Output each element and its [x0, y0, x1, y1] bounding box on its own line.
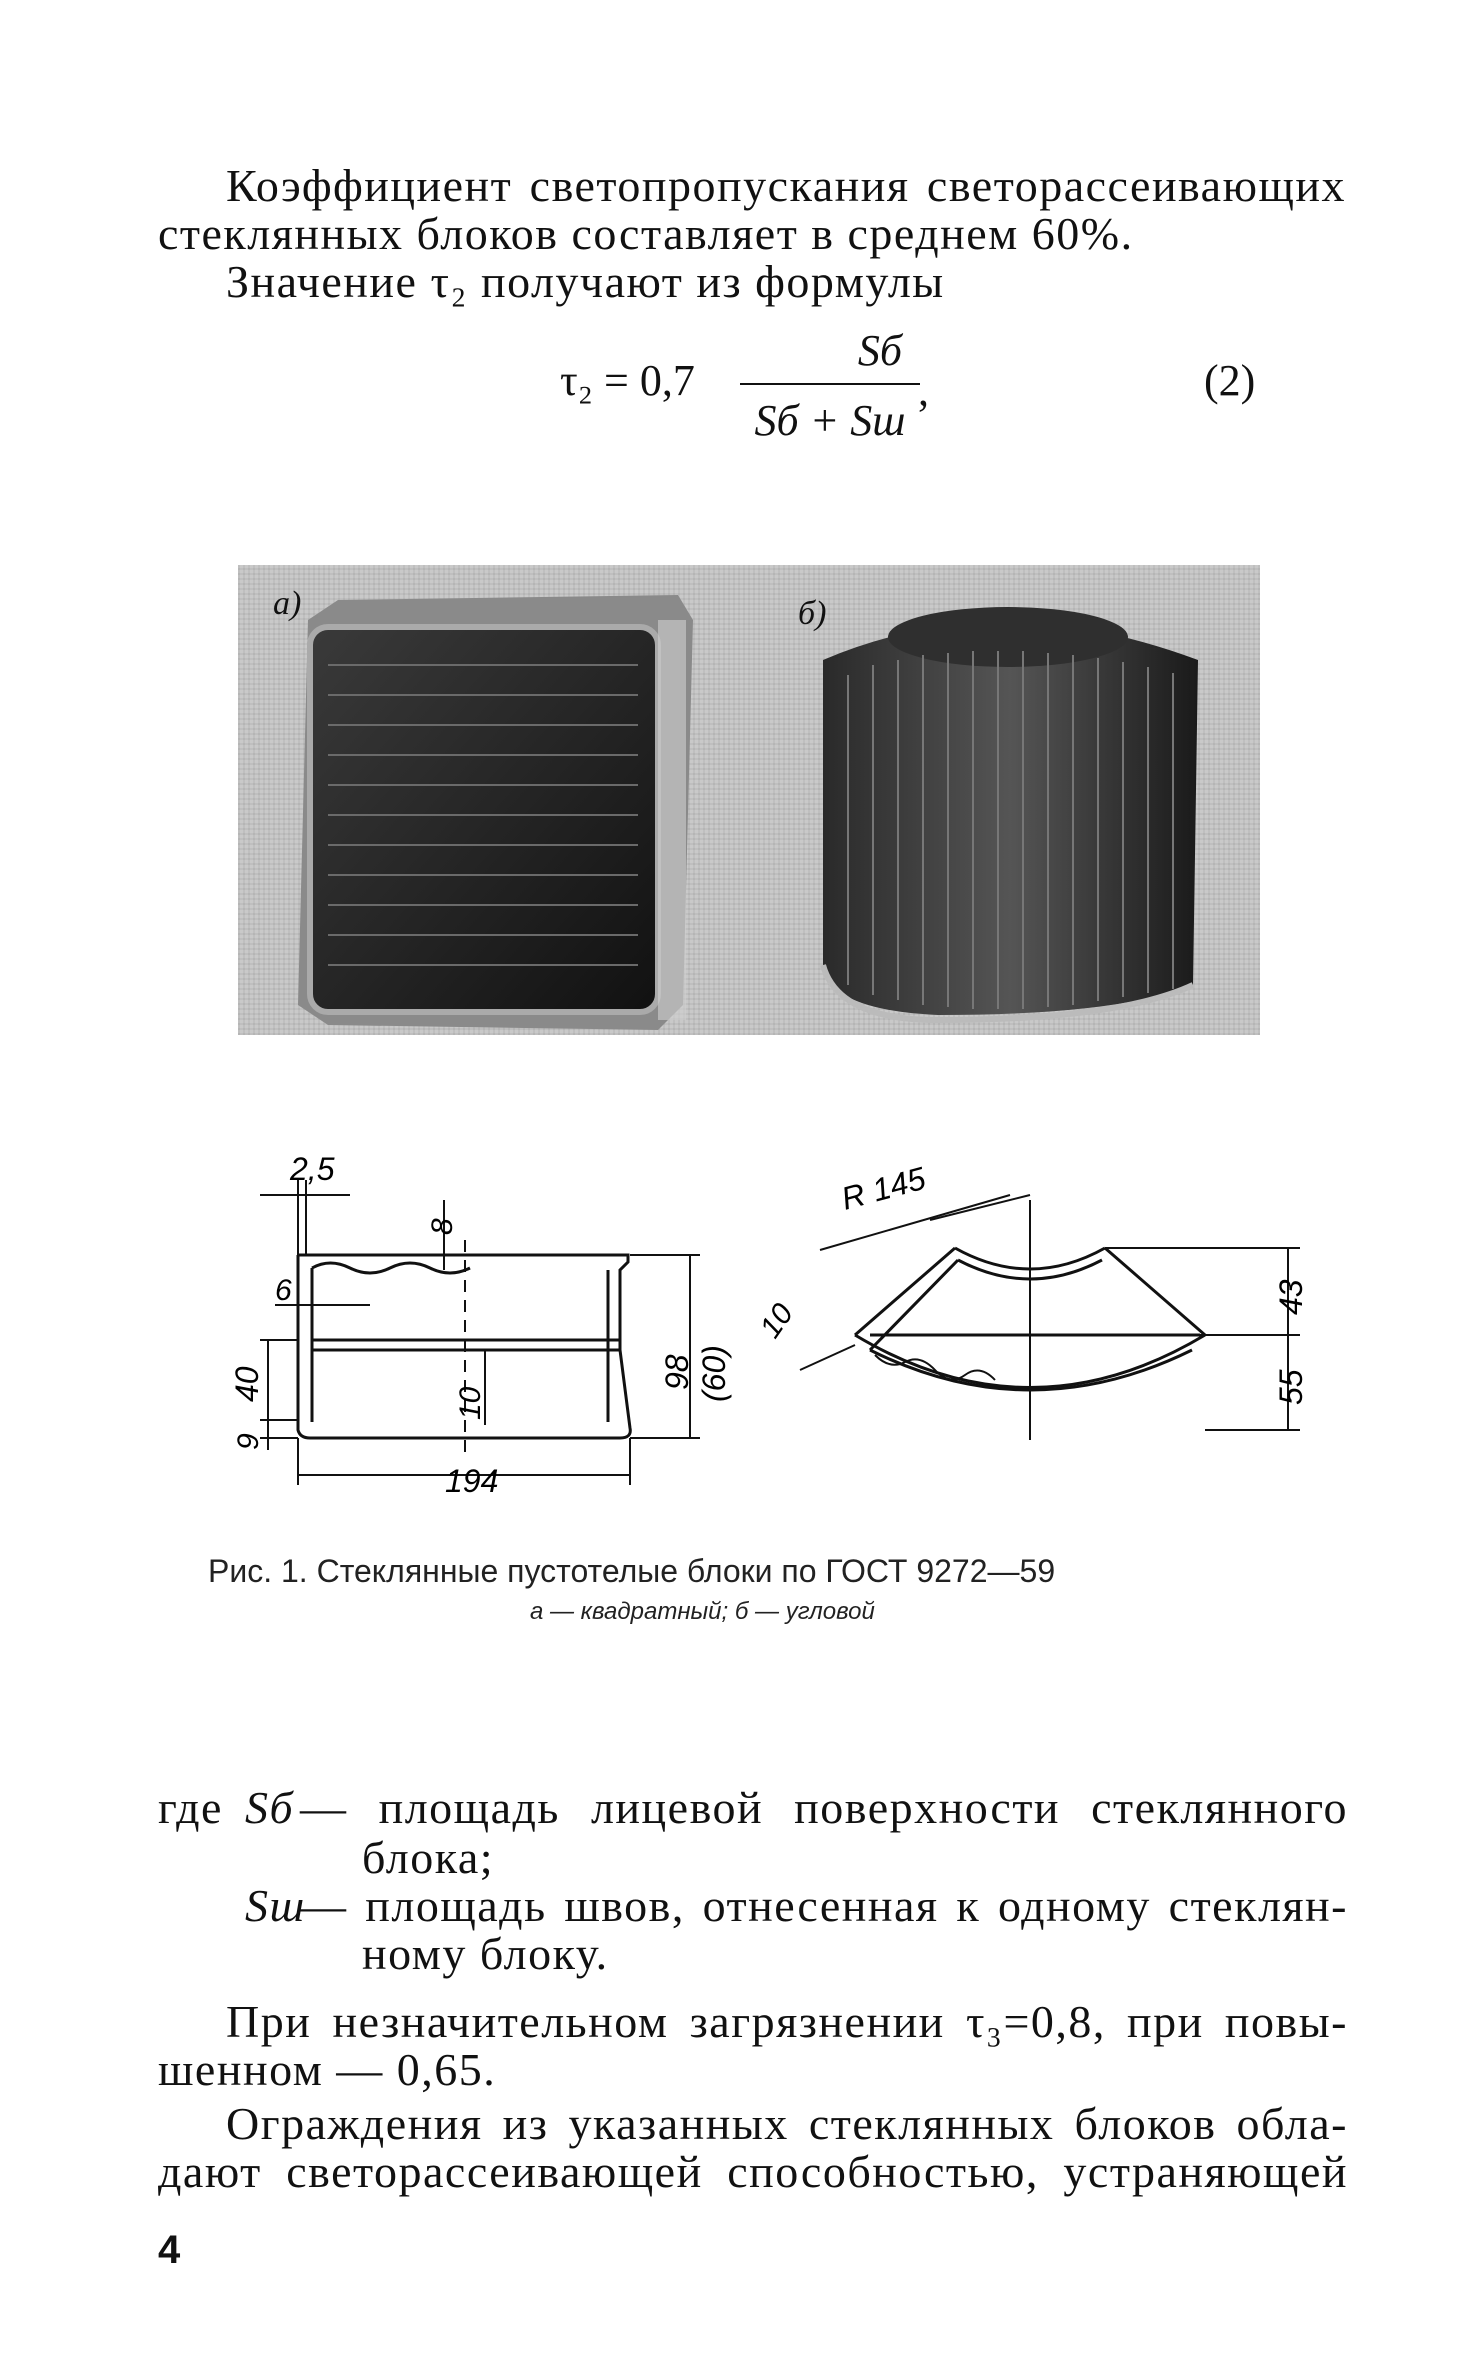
photo-label-a: а)	[273, 585, 302, 622]
definition-line: — площадь швов, отнесенная к одному стеклян-	[300, 1880, 1348, 1931]
figure-caption: Рис. 1. Стеклянные пустотелые блоки по ГОСТ 9272—59	[208, 1553, 1056, 1589]
photo-label-b: б)	[798, 595, 827, 632]
photo-content	[238, 565, 1260, 1035]
dim-194: 194	[445, 1463, 499, 1499]
definition-line: ному блоку.	[362, 1928, 609, 1979]
corner-block-photo	[823, 607, 1198, 1020]
formula-number: (2)	[1204, 356, 1256, 405]
dim-55: 55	[1273, 1369, 1309, 1405]
dim-10-corner: 10	[753, 1297, 800, 1345]
figure-subcaption: а — квадратный; б — угловой	[530, 1598, 875, 1625]
dim-6: 6	[275, 1274, 292, 1307]
dim-10: 10	[454, 1386, 487, 1420]
dim-2-5: 2,5	[290, 1151, 335, 1187]
dim-43: 43	[1273, 1279, 1309, 1315]
fraction-bar	[740, 383, 920, 385]
dim-98: 98	[659, 1354, 695, 1390]
definition-prefix: где	[158, 1782, 223, 1833]
square-block-photo	[298, 595, 693, 1030]
paragraph-line: Ограждения из указанных стеклянных блоков обла-	[226, 2098, 1348, 2149]
dim-8: 8	[426, 1218, 459, 1235]
paragraph-line: Значение τ₂ получают из формулы	[226, 256, 945, 307]
paragraph-line: При незначительном загрязнении τ₃=0,8, при повы-	[226, 1996, 1348, 2047]
paragraph-line: стеклянных блоков составляет в среднем 60%.	[158, 208, 1134, 259]
formula-denominator: Sб + Sш	[754, 396, 906, 445]
dim-60: (60)	[696, 1345, 732, 1402]
paragraph-line: шенном — 0,65.	[158, 2044, 497, 2095]
dim-r145: R 145	[837, 1159, 930, 1217]
formula-lhs: τ₂ = 0,7	[560, 356, 695, 405]
page-number: 4	[158, 2228, 181, 2272]
formula-2	[560, 325, 1280, 445]
drawing-corner-block	[753, 1140, 1320, 1460]
paragraph-line: дают светорассеивающей способностью, устраняющей	[158, 2146, 1348, 2197]
definition-line: — площадь лицевой поверхности стеклянного	[300, 1782, 1348, 1833]
definition-line: блока;	[362, 1832, 495, 1883]
definition-symbol-sw: Sш	[245, 1880, 306, 1931]
dim-40: 40	[229, 1366, 265, 1402]
photo-glass-blocks	[238, 565, 1260, 1035]
dim-9: 9	[232, 1433, 265, 1450]
formula-numerator: Sб	[857, 326, 903, 375]
definition-symbol-sb: Sб	[245, 1782, 295, 1833]
paragraph-line: Коэффициент светопропускания светорассеивающих	[226, 160, 1346, 211]
drawing-square-block	[200, 1140, 760, 1520]
formula-comma: ,	[918, 366, 929, 415]
